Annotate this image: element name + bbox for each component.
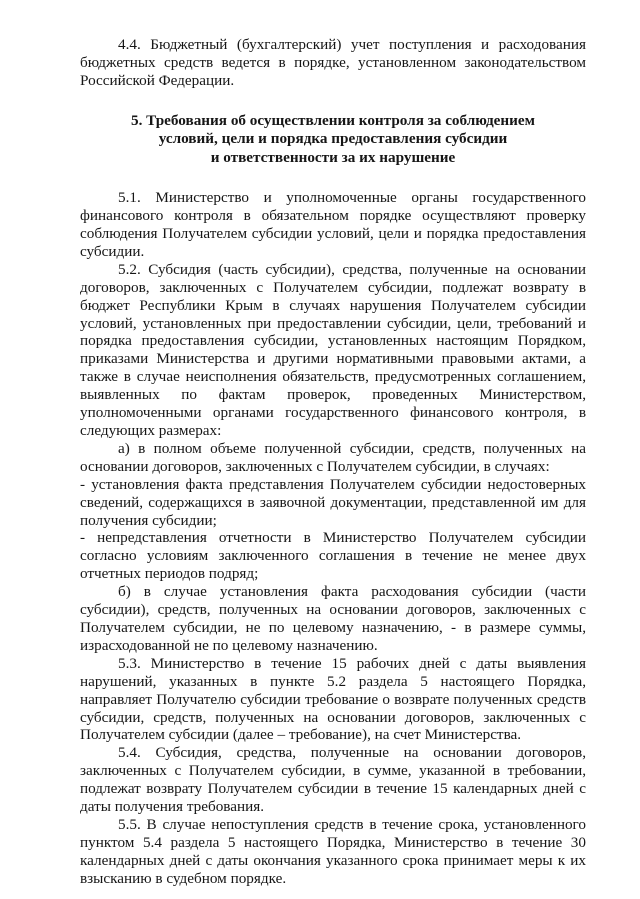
- section-heading-line: условий, цели и порядка предоставления субсидии: [158, 130, 508, 148]
- paragraph-5-3: 5.3. Министерство в течение 15 рабочих дней с даты выявления нарушений, указанных в пункте 5.2 раздела 5 настоящего Порядка, направляет Получателю субсидии требование о возврате полученных средств субсидии, средств, полученных на основании договоров, заключенных с Получателем субсидии (далее – требование), на счет Министерства.: [80, 654, 586, 744]
- spacer: [80, 167, 586, 189]
- paragraph-5-2-a: а) в полном объеме полученной субсидии, средств, полученных на основании договоров, заключенных с Получателем субсидии, в случаях:: [80, 439, 586, 475]
- document-page: [80, 36, 586, 888]
- paragraph-5-4: 5.4. Субсидия, средства, полученные на основании договоров, заключенных с Получателем субсидии, в сумме, указанной в требовании, подлежат возврату Получателем субсидии в течение 15 календарных дней с даты получения требования.: [80, 744, 586, 816]
- paragraph-4-4: 4.4. Бюджетный (бухгалтерский) учет поступления и расходования бюджетных средств ведется в порядке, установленном законодательством Российской Федерации.: [80, 36, 586, 89]
- paragraph-5-5: 5.5. В случае непоступления средств в течение срока, установленного пунктом 5.4 раздела 5 настоящего Порядка, Министерство в течение 30 календарных дней с даты окончания указанного срока принимает меры к их взысканию в судебном порядке.: [80, 815, 586, 887]
- section-heading-line: 5. Требования об осуществлении контроля за соблюдением: [130, 111, 536, 129]
- section-heading-line: и ответственности за их нарушение: [210, 148, 456, 166]
- paragraph-5-2-b: б) в случае установления факта расходования субсидии (части субсидии), средств, полученных на основании договоров, заключенных с Получателем субсидии, не по целевому назначению, - в размере суммы, израсходованной не по целевому назначению.: [80, 583, 586, 654]
- section-5-heading: [80, 112, 586, 168]
- paragraph-5-1: 5.1. Министерство и уполномоченные органы государственного финансового контроля в обязательном порядке осуществляют проверку соблюдения Получателем субсидии условий, цели и порядка предоставления субсидии.: [80, 189, 586, 260]
- list-item-5-2-a-1: - установления факта представления Получателем субсидии недостоверных сведений, содержащихся в заявочной документации, представленной им для получения субсидии;: [80, 475, 586, 529]
- list-item-5-2-a-2: - непредставления отчетности в Министерство Получателем субсидии согласно условиям заключенного соглашения в течение не менее двух отчетных периодов подряд;: [80, 529, 586, 583]
- paragraph-5-2: 5.2. Субсидия (часть субсидии), средства, полученные на основании договоров, заключенных с Получателем субсидии, подлежат возврату в бюджет Республики Крым в случаях нарушения Получателем субсидии условий, установленных при предоставлении субсидии, цели, требований и порядка предоставления субсидии, установленных настоящим Порядком, приказами Министерства и другими нормативными правовыми актами, а также в случае неисполнения обязательств, предусмотренных соглашением, выявленных по фактам проверок, проведенных Министерством, уполномоченными органами государственного финансового контроля, в следующих размерах:: [80, 260, 586, 439]
